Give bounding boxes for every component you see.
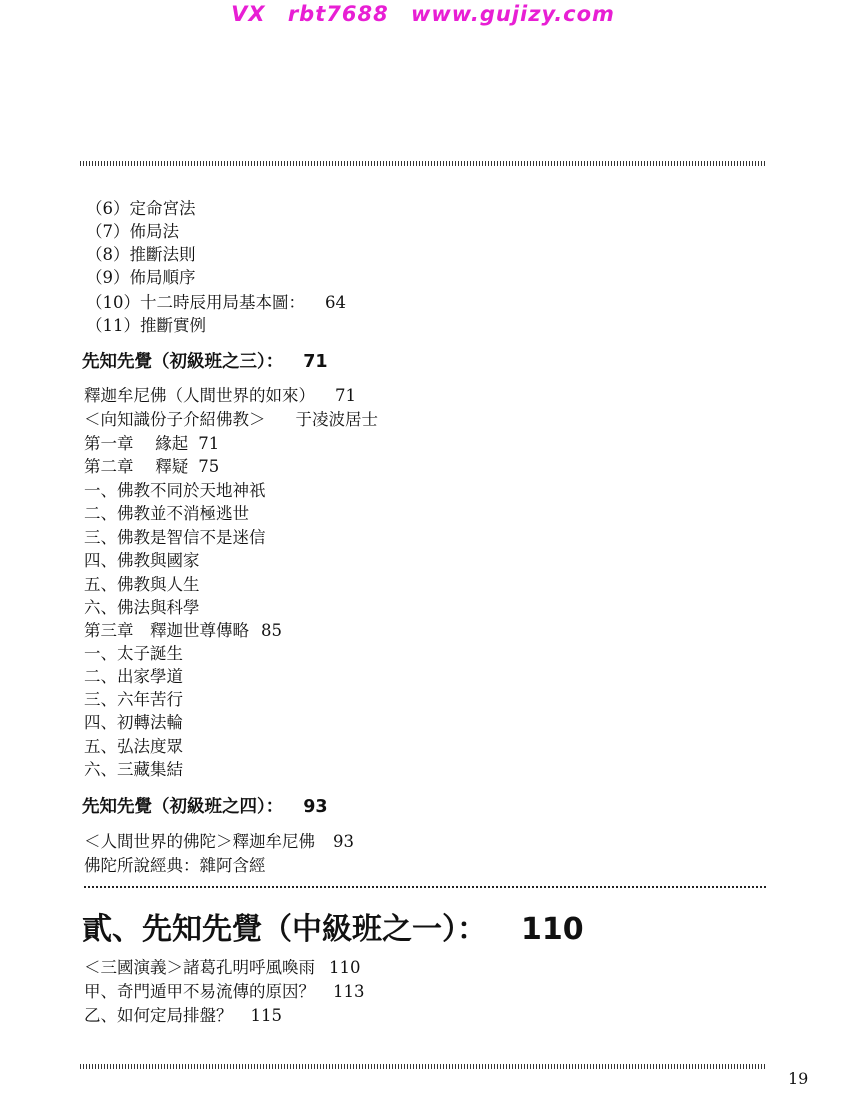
toc-entry: （10）十二時辰用局基本圖： 64 — [86, 293, 346, 312]
toc-entry: 一、太子誕生 — [84, 644, 183, 663]
toc-entry: （9）佈局順序 — [86, 268, 196, 287]
toc-page-number: 75 — [198, 457, 220, 476]
toc-entry: 一、佛教不同於天地神祇 — [84, 481, 266, 500]
toc-entry: 二、出家學道 — [84, 667, 183, 686]
toc-entry: 六、三藏集結 — [84, 760, 183, 779]
toc-page-number: 113 — [333, 982, 365, 1001]
toc-page-number: 71 — [198, 434, 220, 453]
section-heading: 先知先覺（初級班之三）： 71 — [82, 352, 328, 372]
toc-author: 于凌波居士 — [295, 410, 378, 429]
toc-entry: 三、佛教是智信不是迷信 — [84, 528, 266, 547]
dotted-divider — [84, 886, 766, 888]
toc-entry: 釋迦牟尼佛（人間世界的如來） 71 — [84, 386, 356, 405]
section-page-number: 93 — [303, 797, 328, 817]
toc-entry: （11）推斷實例 — [86, 316, 206, 335]
toc-entry: （6）定命宮法 — [86, 199, 196, 218]
toc-entry: 四、佛教與國家 — [84, 551, 200, 570]
toc-entry: 四、初轉法輪 — [84, 713, 183, 732]
section-page-number: 71 — [303, 352, 328, 372]
toc-entry: 五、佛教與人生 — [84, 575, 200, 594]
toc-page-number: 85 — [261, 621, 282, 640]
bottom-rule — [80, 1064, 766, 1069]
page-number: 19 — [788, 1069, 809, 1088]
top-rule — [80, 161, 766, 166]
toc-entry: 第三章 釋迦世尊傳略 85 — [84, 621, 282, 640]
toc-page-number: 110 — [329, 958, 361, 977]
toc-entry: 佛陀所說經典：雜阿含經 — [84, 856, 266, 875]
toc-page-number: 115 — [250, 1006, 282, 1025]
toc-entry: ＜三國演義＞諸葛孔明呼風喚雨 110 — [84, 958, 361, 977]
toc-page-number: 64 — [325, 293, 346, 312]
toc-entry: 二、佛教並不消極逃世 — [84, 504, 249, 523]
section-heading: 先知先覺（初級班之四）： 93 — [82, 797, 328, 817]
toc-page-number: 71 — [335, 386, 356, 405]
toc-entry: 五、弘法度眾 — [84, 737, 183, 756]
toc-entry: （8）推斷法則 — [86, 245, 196, 264]
toc-entry: 甲、奇門遁甲不易流傳的原因？ 113 — [84, 982, 365, 1001]
part-heading: 貳、先知先覺（中級班之一）： 110 — [82, 912, 584, 947]
toc-entry: 三、六年苦行 — [84, 690, 183, 709]
toc-entry: 第二章 釋疑 75 — [84, 457, 220, 476]
toc-entry: 第一章 緣起 71 — [84, 434, 220, 453]
part-page-number: 110 — [521, 912, 584, 947]
toc-entry: ＜向知識份子介紹佛教＞ 于凌波居士 — [84, 410, 378, 429]
toc-entry: （7）佈局法 — [86, 222, 179, 241]
toc-entry: 乙、如何定局排盤？ 115 — [84, 1006, 282, 1025]
toc-entry: ＜人間世界的佛陀＞釋迦牟尼佛 93 — [84, 832, 354, 851]
toc-entry: 六、佛法與科學 — [84, 598, 200, 617]
watermark: VX rbt7688 www.gujizy.com — [231, 2, 615, 26]
toc-page-number: 93 — [333, 832, 354, 851]
